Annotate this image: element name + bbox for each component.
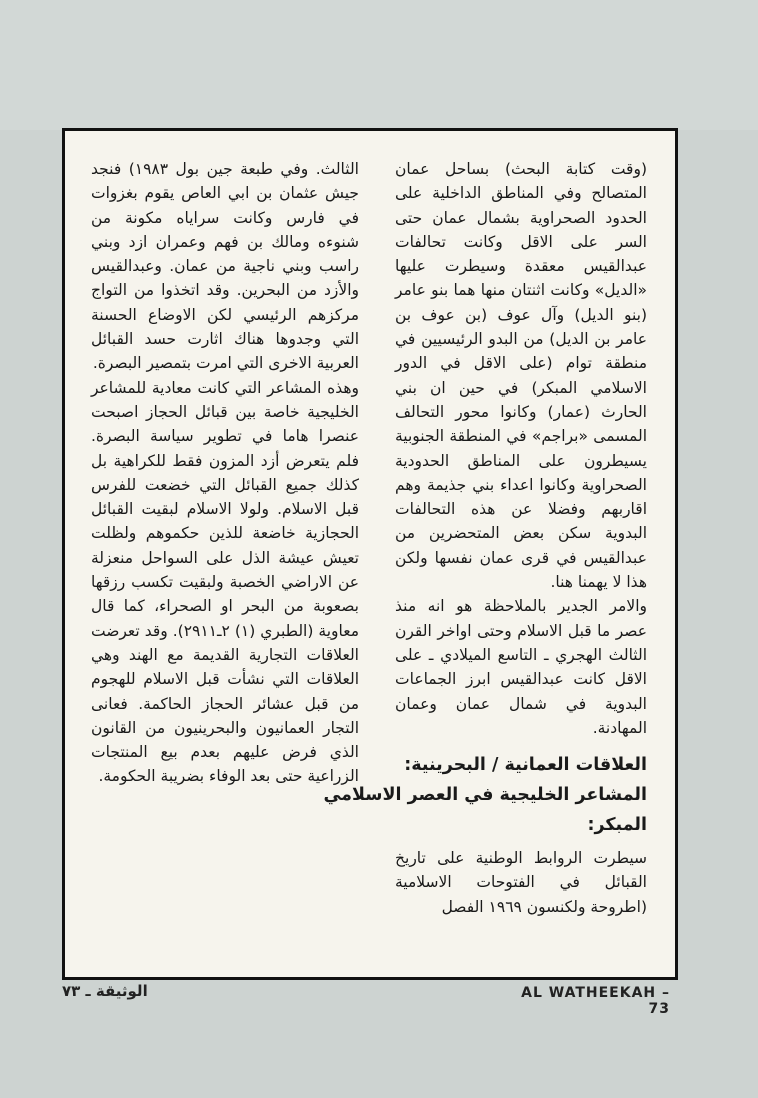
right-paragraph-1: (وقت كتابة البحث) بساحل عمان المتصالح وفي المناطق الداخلية على الحدود الصحراوية بشمال عمان حتى السر على الاقل وكانت تحالفات عبدالقيس معقدة وسيطرت عليها «الديل» وكانت اثنتان منها هما بنو عامر (بنو الديل) وآل عوف (بن عوف بن عامر بن الديل) من البدو الرئيسيين في منطقة توام (على الاقل في الدور الاسلامي المبكر) في حين ان بني الحارث (عمار) وكانوا محور التحالف المسمى «براجم» في المنطقة الجنوبية يسيطرون على المناطق الحدودية الصحراوية وكانوا اعداء بني جذيمة وهم اقاربهم وفضلا عن هذه التحالفات البدوية سكن بعض المتحضرين من عبدالقيس في قرى عمان نفسها ولكن هذا لا يهمنا هنا. [395, 160, 647, 592]
left-paragraph-2: وهذه المشاعر التي كانت معادية للمشاعر الخليجية خاصة بين قبائل الحجاز اصبحت عنصرا هاما في تطوير سياسة البصرة. فلم يتعرض أزد المزون فقط للكراهية بل كذلك جميع القبائل التي خضعت للفرس قبل الاسلام. ولولا الاسلام لبقيت القبائل الحجازية خاضعة للذين حكموهم ولظلت تعيش عيشة الذل على السواحل منعزلة عن الاراضي الخصبة ولبقيت تكسب رزقها بصعوبة من البحر او الصحراء، كما قال معاوية (الطبري (١) ٢ـ٢٩١١). وقد تعرضت العلاقات التجارية القديمة مع الهند وهي العلاقات التي نشأت قبل الاسلام للهجوم من قبل عشائر الحجاز الحاكمة. فعانى التجار العمانيون والبحرينيون من القانون الذي فرض عليهم بعدم بيع المنتجات الزراعية حتى بعد الوفاء بضريبة الحكومة. [91, 378, 359, 786]
section-heading-line-3: المبكر: [587, 815, 647, 836]
footer-english-page-number: AL WATHEEKAH – 73 [521, 985, 670, 1017]
section-heading [323, 750, 647, 840]
right-paragraph-2: والامر الجدير بالملاحظة هو انه منذ عصر ما قبل الاسلام وحتى اواخر القرن الثالث الهجري ـ التاسع الميلادي ـ على الاقل كانت عبدالقيس ابرز الجماعات البدوية في شمال عمان وعمان المهادنة. [395, 597, 647, 737]
section-heading-line-1: العلاقات العمانية / البحرينية: [404, 755, 647, 776]
left-column [91, 157, 359, 789]
article-frame [62, 128, 678, 980]
right-paragraph-3: سيطرت الروابط الوطنية على تاريخ القبائل في الفتوحات الاسلامية (اطروحة ولكنسون ١٩٦٩ الفصل [395, 849, 647, 916]
right-column [323, 157, 647, 919]
section-heading-line-2: المشاعر الخليجية في العصر الاسلامي [323, 785, 647, 806]
left-paragraph-1: الثالث. وفي طبعة جين بول ١٩٨٣) فنجد جيش عثمان بن ابي العاص يقوم بغزوات في فارس وكانت سراياه مكونة من شنوءه ومالك بن فهم وعمران ازد وبني راسب وبني ناجية من عمان. وعبدالقيس والأزد من البحرين. وقد اتخذوا من التواج مركزهم الرئيسي لكن الاوضاع الحسنة التي وجدوها هناك اثارت حسد القبائل العربية الاخرى التي امرت بتمصير البصرة. [91, 160, 359, 373]
page-top-margin [0, 0, 758, 130]
footer-arabic-page-number: الوثيقة ـ ٧٣ [62, 982, 148, 1000]
